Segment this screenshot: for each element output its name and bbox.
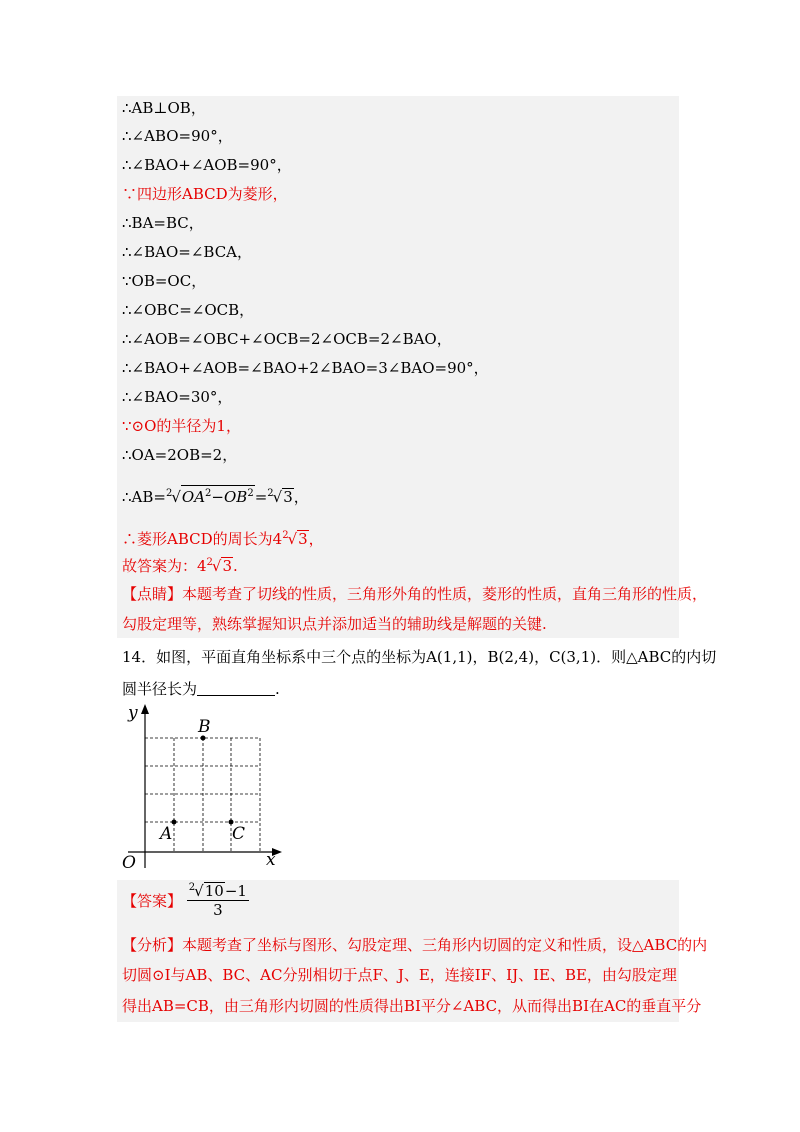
y-axis-label: y	[128, 703, 138, 723]
solution-line-10: ∴∠BAO+∠AOB=∠BAO+2∠BAO=3∠BAO=90°，	[122, 359, 489, 377]
dianjing-tag: 【点睛】	[122, 585, 183, 603]
solution-line-13: ∴OA=2OB=2，	[122, 446, 238, 464]
x-axis-label: x	[266, 850, 276, 870]
solution-line-12: ∵⊙O的半径为1，	[122, 417, 241, 435]
answer-fraction: $\frac{^2√10-1}{3}$	[188, 882, 247, 919]
answer-tag: 【答案】	[122, 892, 183, 910]
final-answer-line: 故答案为：$4^2√3$.	[122, 557, 238, 575]
solution-line-7: ∵OB=OC，	[122, 272, 207, 290]
answer-blank	[197, 681, 275, 696]
label-A: A	[160, 824, 173, 844]
ab-radicand: $OA^2-OB^2$	[181, 485, 255, 505]
y-axis-arrow	[141, 704, 149, 714]
solution-line-9: ∴∠AOB=∠OBC+∠OCB=2∠OCB=2∠BAO，	[122, 330, 452, 348]
question-14-line-2: 圆半径长为 .	[122, 680, 280, 698]
answer-row	[122, 882, 249, 919]
solution-line-3: ∴∠BAO+∠AOB=90°，	[122, 156, 292, 174]
solution-line-6: ∴∠BAO=∠BCA，	[122, 243, 253, 261]
solution-line-1: ∴AB⊥OB，	[122, 99, 206, 117]
label-B: B	[198, 717, 211, 737]
label-C: C	[232, 824, 246, 844]
analysis-line-3: 得出AB=CB，由三角形内切圆的性质得出BI平分∠ABC，从而得出BI在AC的垂直平分	[122, 997, 702, 1015]
question-14-line-1: 14．如图，平面直角坐标系中三个点的坐标为A(1,1)，B(2,4)，C(3,1)．则△ABC的内切	[122, 648, 717, 666]
origin-label: O	[122, 853, 136, 872]
root-index: 2	[165, 488, 173, 499]
analysis-line-2: 切圆⊙I与AB、BC、AC分别相切于点F、J、E，连接IF、IJ、IE、BE，由勾股定理	[122, 966, 677, 984]
solution-line-4: ∵四边形ABCD为菱形，	[122, 185, 288, 203]
perimeter-line: ∴菱形ABCD的周长为$4^2√3$，	[122, 530, 324, 548]
solution-line-5: ∴BA=BC，	[122, 214, 204, 232]
analysis-tag: 【分析】	[122, 936, 183, 954]
ab-prefix: ∴AB=	[122, 488, 166, 506]
dianjing-line-1: 【点睛】本题考查了切线的性质，三角形外角的性质，菱形的性质，直角三角形的性质，	[122, 585, 708, 603]
ab-formula-line: $\therefore AB=^2√OA^2-OB^2=^2√3$，	[122, 484, 309, 507]
solution-line-11: ∴∠BAO=30°，	[122, 388, 233, 406]
dianjing-line-2: 勾股定理等，熟练掌握知识点并添加适当的辅助线是解题的关键.	[122, 615, 547, 633]
ab-result: 3	[283, 488, 293, 506]
solution-line-8: ∴∠OBC=∠OCB，	[122, 301, 255, 319]
solution-line-2: ∴∠ABO=90°，	[122, 127, 233, 145]
coordinate-figure	[118, 700, 288, 872]
analysis-line-1: 【分析】本题考查了坐标与图形、勾股定理、三角形内切圆的定义和性质，设△ABC的内	[122, 936, 708, 954]
